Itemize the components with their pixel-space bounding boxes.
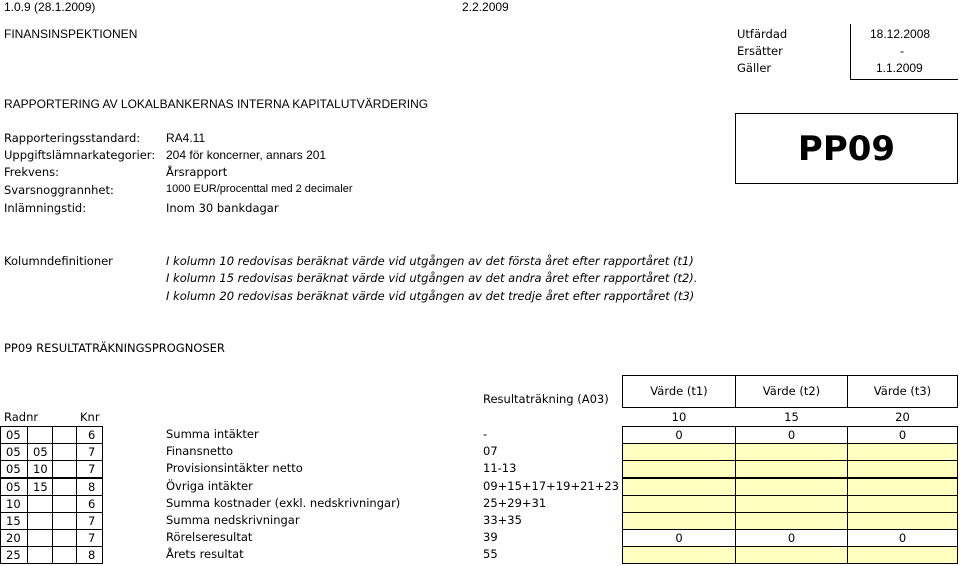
radnr-label: Radnr — [4, 410, 39, 424]
radnr-spacer-cell — [52, 460, 77, 478]
knr-cell: 7 — [76, 460, 103, 478]
row-label: Summa kostnader (exkl. nedskrivningar) — [166, 496, 401, 510]
issued-label: Utfärdad — [737, 27, 788, 41]
row-formula: 33+35 — [483, 513, 522, 527]
report-title: RAPPORTERING AV LOKALBANKERNAS INTERNA KAPITALUTVÄRDERING — [4, 97, 429, 111]
value-cell-t1[interactable] — [622, 443, 736, 461]
knr-cell: 6 — [76, 495, 103, 513]
deadline-value: Inom 30 bankdagar — [166, 201, 279, 215]
row-formula: 39 — [483, 530, 498, 544]
row-label: Provisionsintäkter netto — [166, 461, 303, 475]
value-cell-t2[interactable] — [735, 460, 848, 478]
value-cell-t1: 0 — [622, 426, 736, 444]
value-cell-t1[interactable] — [622, 460, 736, 478]
valid-value: 1.1.2009 — [876, 61, 923, 75]
frequency-value: Årsrapport — [166, 165, 228, 179]
value-cell-t3[interactable] — [847, 546, 958, 564]
row-formula: 55 — [483, 547, 498, 561]
replaces-value: - — [900, 44, 904, 58]
row-label: Summa intäkter — [166, 427, 259, 441]
radnr-cell: 05 — [0, 478, 28, 496]
radnr-cell: 05 — [0, 426, 28, 444]
radnr-cell: 20 — [0, 529, 28, 547]
radnr-cell: 15 — [0, 512, 28, 530]
accuracy-value: 1000 EUR/procenttal med 2 decimaler — [166, 183, 353, 195]
definitions-label: Kolumndefinitioner — [4, 254, 113, 268]
row-label: Årets resultat — [166, 547, 244, 561]
col-header-t1 — [622, 375, 736, 408]
radnr-sub-cell: 15 — [27, 478, 53, 496]
radnr-sub-cell: 05 — [27, 443, 53, 461]
version-text: 1.0.9 (28.1.2009) — [4, 0, 96, 14]
col-number: 15 — [784, 410, 799, 424]
knr-cell: 6 — [76, 426, 103, 444]
value-cell-t3[interactable] — [847, 443, 958, 461]
radnr-sub-cell — [27, 426, 53, 444]
radnr-cell: 25 — [0, 546, 28, 564]
col-header-label: Värde (t3) — [873, 384, 932, 398]
row-label: Finansnetto — [166, 444, 234, 458]
formula-header: Resultaträkning (A03) — [483, 392, 609, 406]
value-cell-t3[interactable] — [847, 478, 958, 496]
radnr-sub-cell: 10 — [27, 460, 53, 478]
knr-cell: 7 — [76, 443, 103, 461]
value-cell-t2[interactable] — [735, 546, 848, 564]
value-cell-t1[interactable] — [622, 546, 736, 564]
standard-value: RA4.11 — [166, 131, 206, 145]
value-cell-t1[interactable] — [622, 478, 736, 496]
replaces-label: Ersätter — [737, 44, 783, 58]
value-cell-t2: 0 — [735, 426, 848, 444]
accuracy-label: Svarsnoggrannhet: — [4, 183, 114, 197]
row-formula: 25+29+31 — [483, 496, 547, 510]
version-date: 2.2.2009 — [462, 0, 509, 14]
radnr-cell: 05 — [0, 460, 28, 478]
value-cell-t3[interactable] — [847, 512, 958, 530]
radnr-sub-cell — [27, 495, 53, 513]
value-cell-t3[interactable] — [847, 460, 958, 478]
value-cell-t1: 0 — [622, 529, 736, 547]
value-cell-t1[interactable] — [622, 512, 736, 530]
value-cell-t3[interactable] — [847, 495, 958, 513]
standard-label: Rapporteringsstandard: — [4, 131, 141, 145]
row-label: Summa nedskrivningar — [166, 513, 300, 527]
col-header-t3 — [847, 375, 958, 408]
section-title: PP09 RESULTATRÄKNINGSPROGNOSER — [4, 341, 225, 355]
radnr-spacer-cell — [52, 478, 77, 496]
valid-label: Gäller — [737, 61, 772, 75]
radnr-cell: 05 — [0, 443, 28, 461]
header-date-box — [850, 24, 958, 80]
deadline-label: Inlämningstid: — [4, 201, 87, 215]
row-formula: 09+15+17+19+21+23 — [483, 479, 619, 493]
radnr-spacer-cell — [52, 443, 77, 461]
col-number: 20 — [895, 410, 910, 424]
report-code: PP09 — [797, 128, 896, 169]
row-formula: 07 — [483, 444, 498, 458]
row-formula: - — [483, 427, 488, 441]
definition-line: I kolumn 15 redovisas beräknat värde vid utgången av det andra året efter rapportåret (t2). — [166, 271, 698, 285]
radnr-sub-cell — [27, 512, 53, 530]
knr-cell: 8 — [76, 546, 103, 564]
category-label: Uppgiftslämnarkategorier: — [4, 148, 156, 162]
knr-cell: 7 — [76, 512, 103, 530]
knr-label: Knr — [80, 410, 100, 424]
radnr-spacer-cell — [52, 426, 77, 444]
value-cell-t2[interactable] — [735, 495, 848, 513]
knr-cell: 7 — [76, 529, 103, 547]
radnr-sub-cell — [27, 529, 53, 547]
value-cell-t2[interactable] — [735, 443, 848, 461]
issued-value: 18.12.2008 — [870, 27, 931, 41]
col-header-label: Värde (t2) — [762, 384, 821, 398]
radnr-sub-cell — [27, 546, 53, 564]
radnr-cell: 10 — [0, 495, 28, 513]
value-cell-t2: 0 — [735, 529, 848, 547]
row-label: Rörelseresultat — [166, 530, 253, 544]
category-value: 204 för koncerner, annars 201 — [166, 148, 327, 162]
radnr-spacer-cell — [52, 546, 77, 564]
frequency-label: Frekvens: — [4, 165, 60, 179]
row-label: Övriga intäkter — [166, 479, 253, 493]
definition-line: I kolumn 10 redovisas beräknat värde vid utgången av det första året efter rapportåret (t1) — [166, 254, 694, 268]
authority-name: FINANSINSPEKTIONEN — [4, 27, 138, 41]
report-code-box — [735, 113, 958, 184]
radnr-spacer-cell — [52, 512, 77, 530]
value-cell-t1[interactable] — [622, 495, 736, 513]
col-number: 10 — [671, 410, 687, 424]
radnr-spacer-cell — [52, 529, 77, 547]
value-cell-t2[interactable] — [735, 512, 848, 530]
definition-line: I kolumn 20 redovisas beräknat värde vid utgången av det tredje året efter rapportåret (t3) — [166, 289, 695, 303]
value-cell-t2[interactable] — [735, 478, 848, 496]
col-header-t2 — [735, 375, 848, 408]
value-cell-t3: 0 — [847, 529, 958, 547]
col-header-label: Värde (t1) — [650, 384, 708, 398]
value-cell-t3: 0 — [847, 426, 958, 444]
radnr-spacer-cell — [52, 495, 77, 513]
knr-cell: 8 — [76, 478, 103, 496]
row-formula: 11-13 — [483, 461, 517, 475]
